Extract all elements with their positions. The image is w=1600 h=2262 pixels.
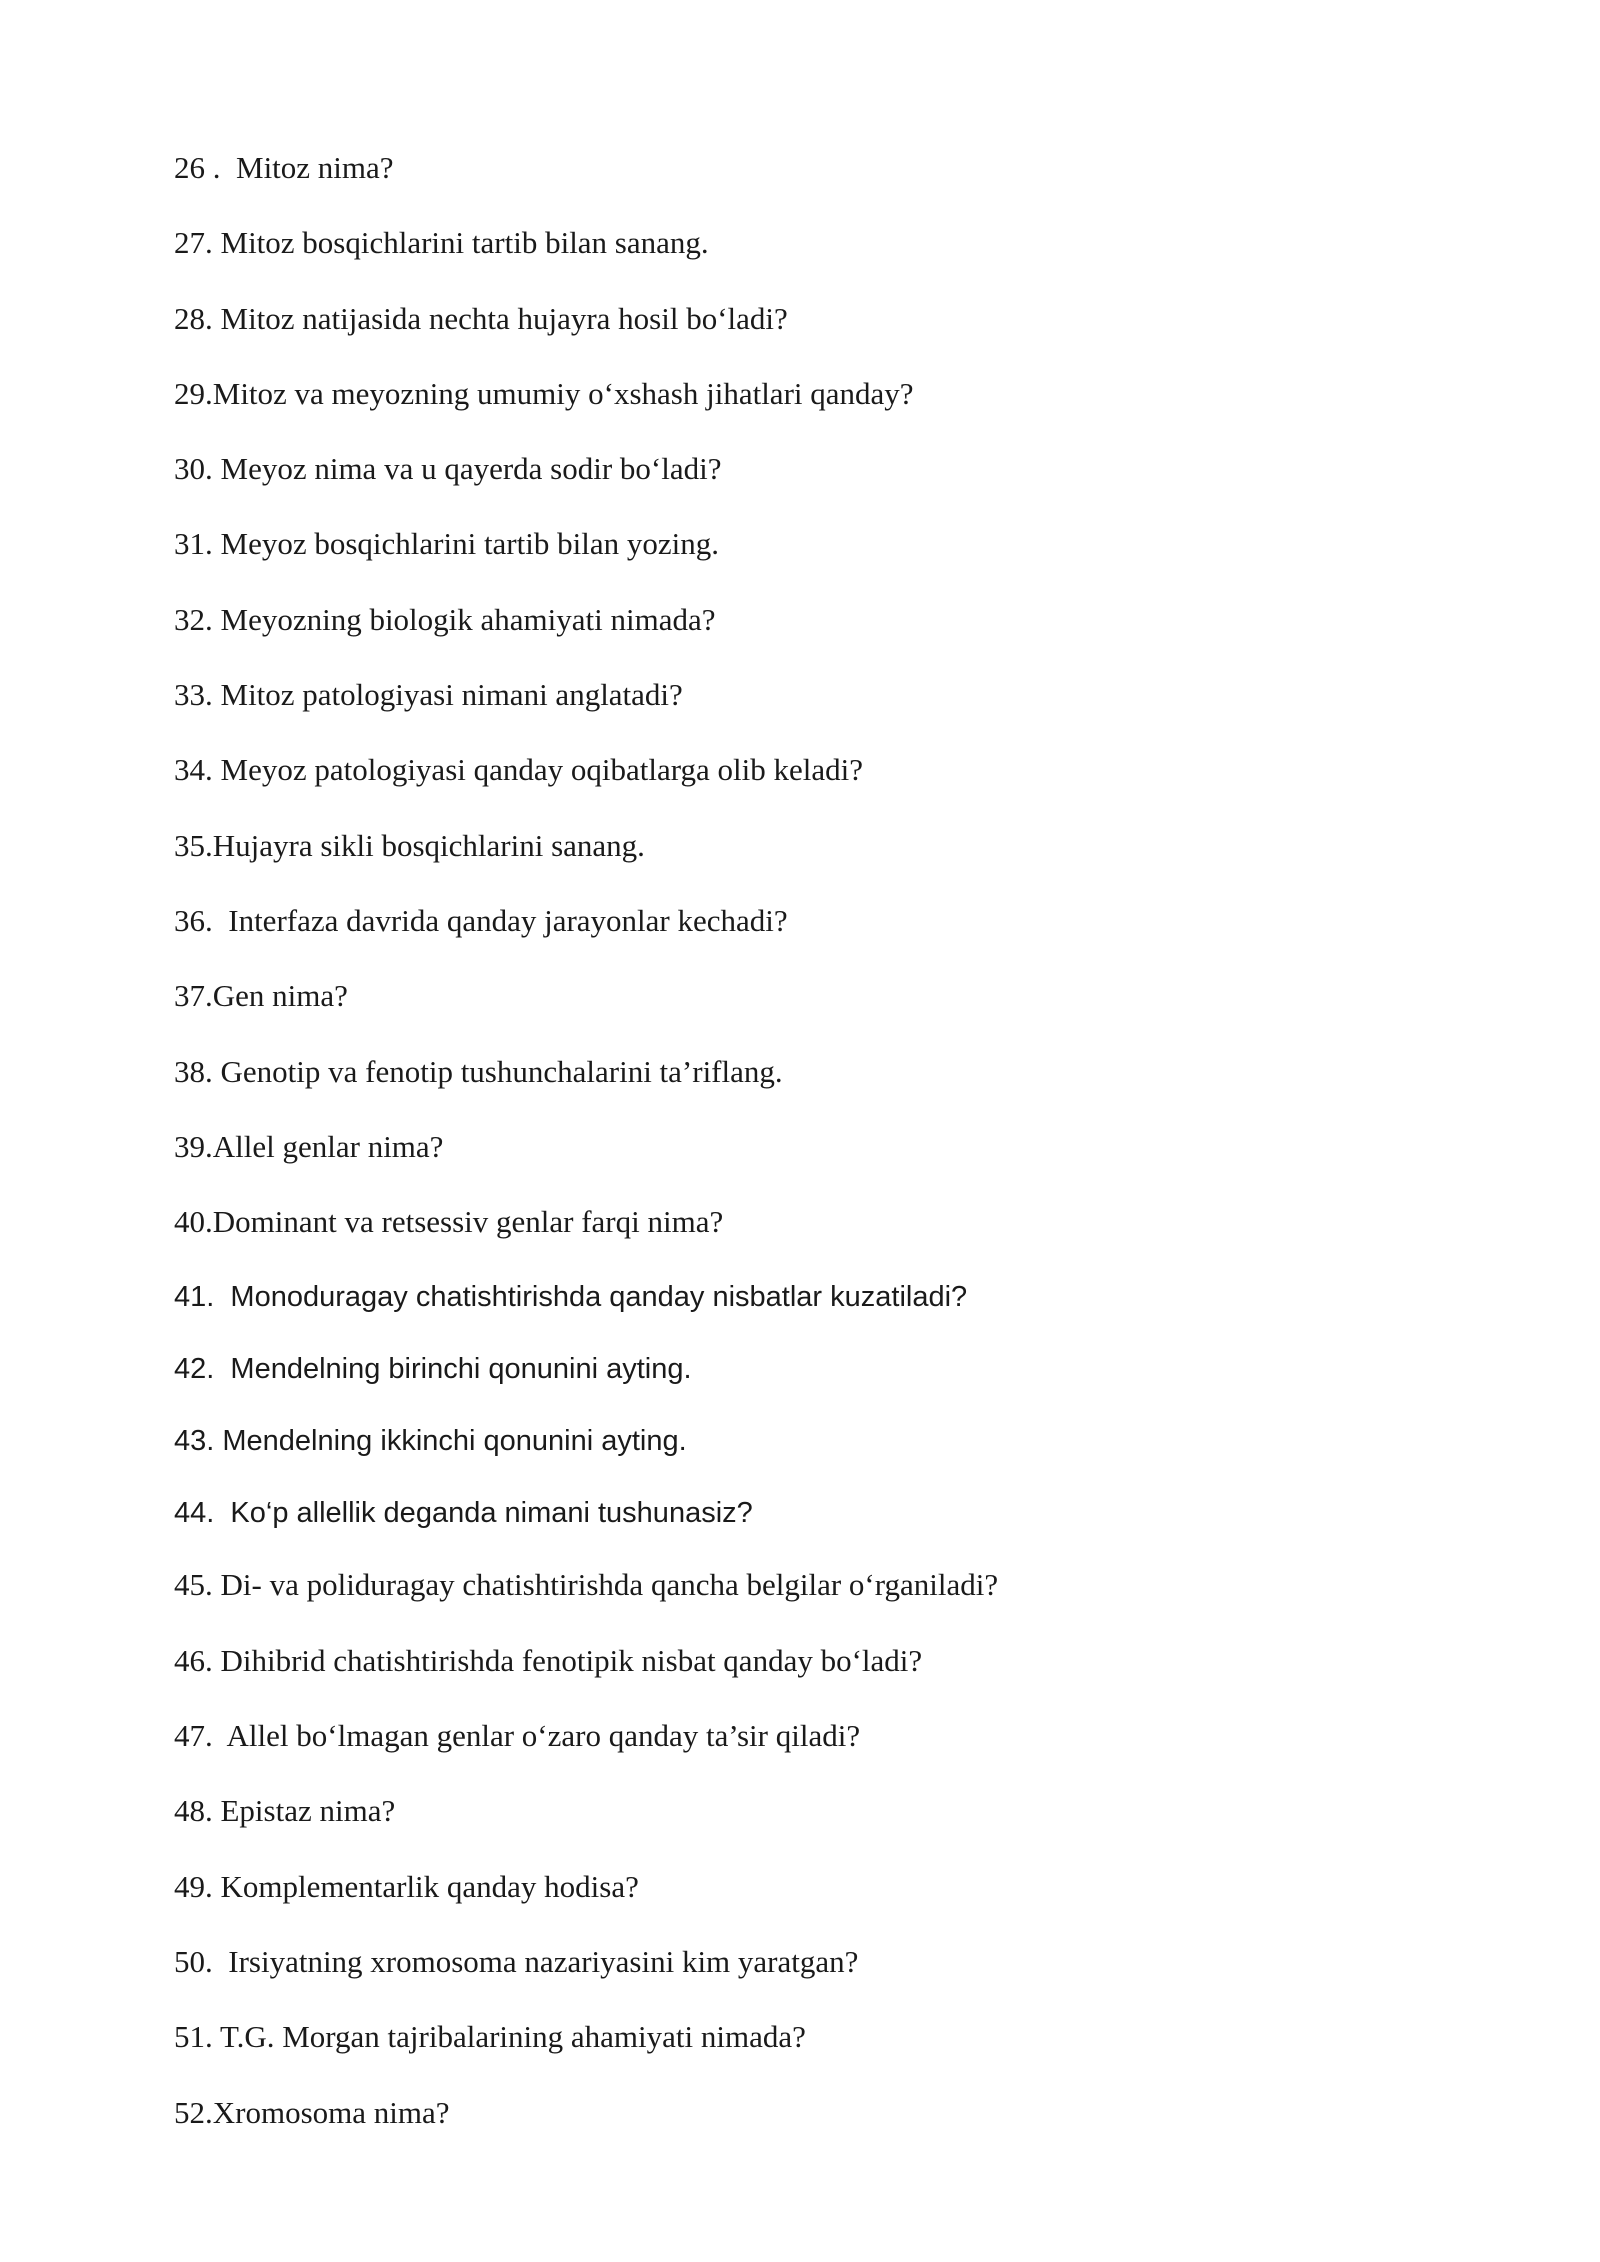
question-item: 38. Genotip va fenotip tushunchalarini ta’riflang. xyxy=(174,1053,783,1089)
question-item: 26 . Mitoz nima? xyxy=(174,150,394,185)
question-item: 35.Hujayra sikli bosqichlarini sanang. xyxy=(174,827,645,863)
question-item: 36. Interfaza davrida qanday jarayonlar kechadi? xyxy=(174,902,788,938)
question-item: 49. Komplementarlik qanday hodisa? xyxy=(174,1868,639,1904)
question-item: 51. T.G. Morgan tajribalarining ahamiyati nimada? xyxy=(174,2019,806,2055)
question-item: 48. Epistaz nima? xyxy=(174,1793,396,1829)
question-item: 28. Mitoz natijasida nechta hujayra hosil bo‘ladi? xyxy=(174,300,788,336)
question-item: 37.Gen nima? xyxy=(174,978,348,1014)
question-item: 47. Allel bo‘lmagan genlar o‘zaro qanday ta’sir qiladi? xyxy=(174,1718,861,1754)
question-item: 39.Allel genlar nima? xyxy=(174,1128,444,1164)
question-item: 50. Irsiyatning xromosoma nazariyasini kim yaratgan? xyxy=(174,1943,859,1979)
question-item: 27. Mitoz bosqichlarini tartib bilan sanang. xyxy=(174,225,709,261)
question-item: 34. Meyoz patologiyasi qanday oqibatlarga olib keladi? xyxy=(174,752,863,788)
question-item: 45. Di- va poliduragay chatishtirishda qancha belgilar o‘rganiladi? xyxy=(174,1567,999,1603)
question-list xyxy=(174,144,998,2164)
question-item: 40.Dominant va retsessiv genlar farqi nima? xyxy=(174,1204,724,1240)
question-item: 42. Mendelning birinchi qonunini ayting. xyxy=(174,1353,692,1386)
question-item: 31. Meyoz bosqichlarini tartib bilan yozing. xyxy=(174,526,719,562)
question-item: 46. Dihibrid chatishtirishda fenotipik nisbat qanday bo‘ladi? xyxy=(174,1642,923,1678)
question-item: 29.Mitoz va meyozning umumiy o‘xshash jihatlari qanday? xyxy=(174,375,914,411)
question-item: 33. Mitoz patologiyasi nimani anglatadi? xyxy=(174,677,683,713)
question-item: 52.Xromosoma nima? xyxy=(174,2094,450,2130)
question-item: 44. Ko‘p allellik deganda nimani tushunasiz? xyxy=(174,1497,753,1530)
question-item: 41. Monoduragay chatishtirishda qanday nisbatlar kuzatiladi? xyxy=(174,1281,968,1314)
question-item: 43. Mendelning ikkinchi qonunini ayting. xyxy=(174,1425,687,1458)
question-item: 32. Meyozning biologik ahamiyati nimada? xyxy=(174,601,716,637)
question-item: 30. Meyoz nima va u qayerda sodir bo‘ladi? xyxy=(174,451,722,487)
